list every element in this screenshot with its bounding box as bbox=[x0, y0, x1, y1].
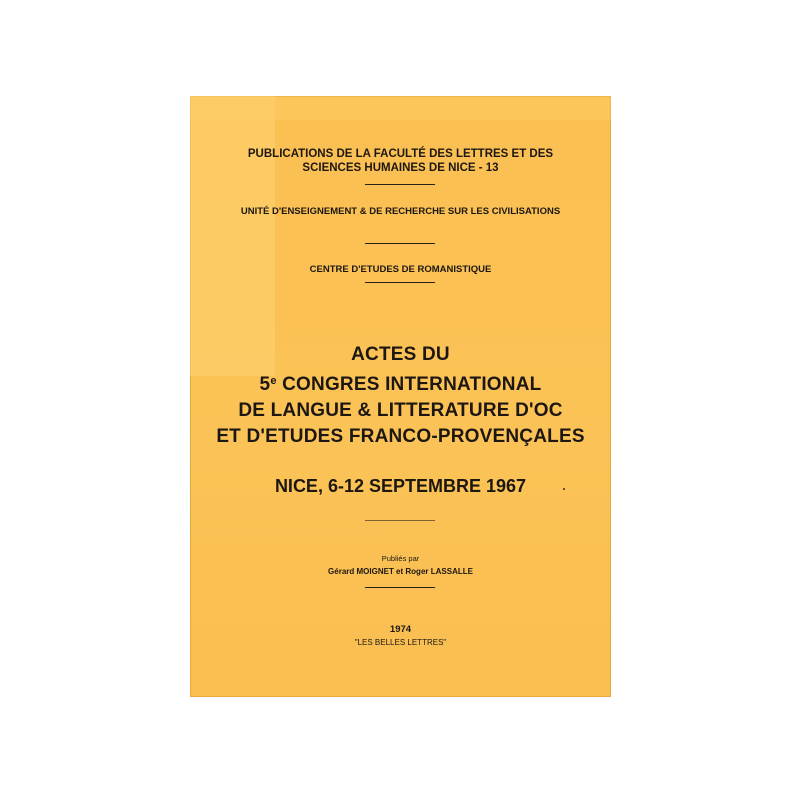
event-date: NICE, 6-12 SEPTEMBRE 1967 bbox=[274, 476, 527, 496]
title-line-4: ET D'ETUDES FRANCO-PROVENÇALES bbox=[216, 426, 585, 447]
series-line-1: PUBLICATIONS DE LA FACULTÉ DES LETTRES ET DES bbox=[247, 148, 554, 160]
series-rule bbox=[365, 184, 435, 185]
book-title bbox=[190, 342, 611, 450]
title-line-3: DE LANGUE & LITTERATURE D'OC bbox=[238, 400, 563, 421]
centre-heading: CENTRE D'ETUDES DE ROMANISTIQUE bbox=[309, 264, 492, 275]
centre-rule bbox=[365, 282, 435, 283]
title-line-1: ACTES DU bbox=[351, 344, 450, 365]
series-line-2: SCIENCES HUMAINES DE NICE - 13 bbox=[302, 162, 499, 174]
editors-rule bbox=[365, 587, 435, 588]
book-cover bbox=[190, 96, 611, 697]
unit-rule bbox=[365, 243, 435, 244]
series-heading bbox=[190, 147, 611, 175]
title-line-2 bbox=[190, 368, 611, 398]
event-rule bbox=[365, 520, 435, 521]
title-line-2-text: CONGRES INTERNATIONAL bbox=[276, 374, 542, 395]
publisher: "LES BELLES LETTRES" bbox=[354, 638, 447, 647]
editors: Gérard MOIGNET et Roger LASSALLE bbox=[328, 567, 473, 576]
publication-year: 1974 bbox=[389, 624, 412, 635]
unit-heading: UNITÉ D'ENSEIGNEMENT & DE RECHERCHE SUR LES CIVILISATIONS bbox=[240, 206, 561, 217]
congress-number: 5 bbox=[259, 374, 271, 395]
published-by-label: Publiés par bbox=[381, 554, 420, 563]
congress-ordinal: e bbox=[270, 375, 277, 387]
speck bbox=[563, 488, 565, 490]
